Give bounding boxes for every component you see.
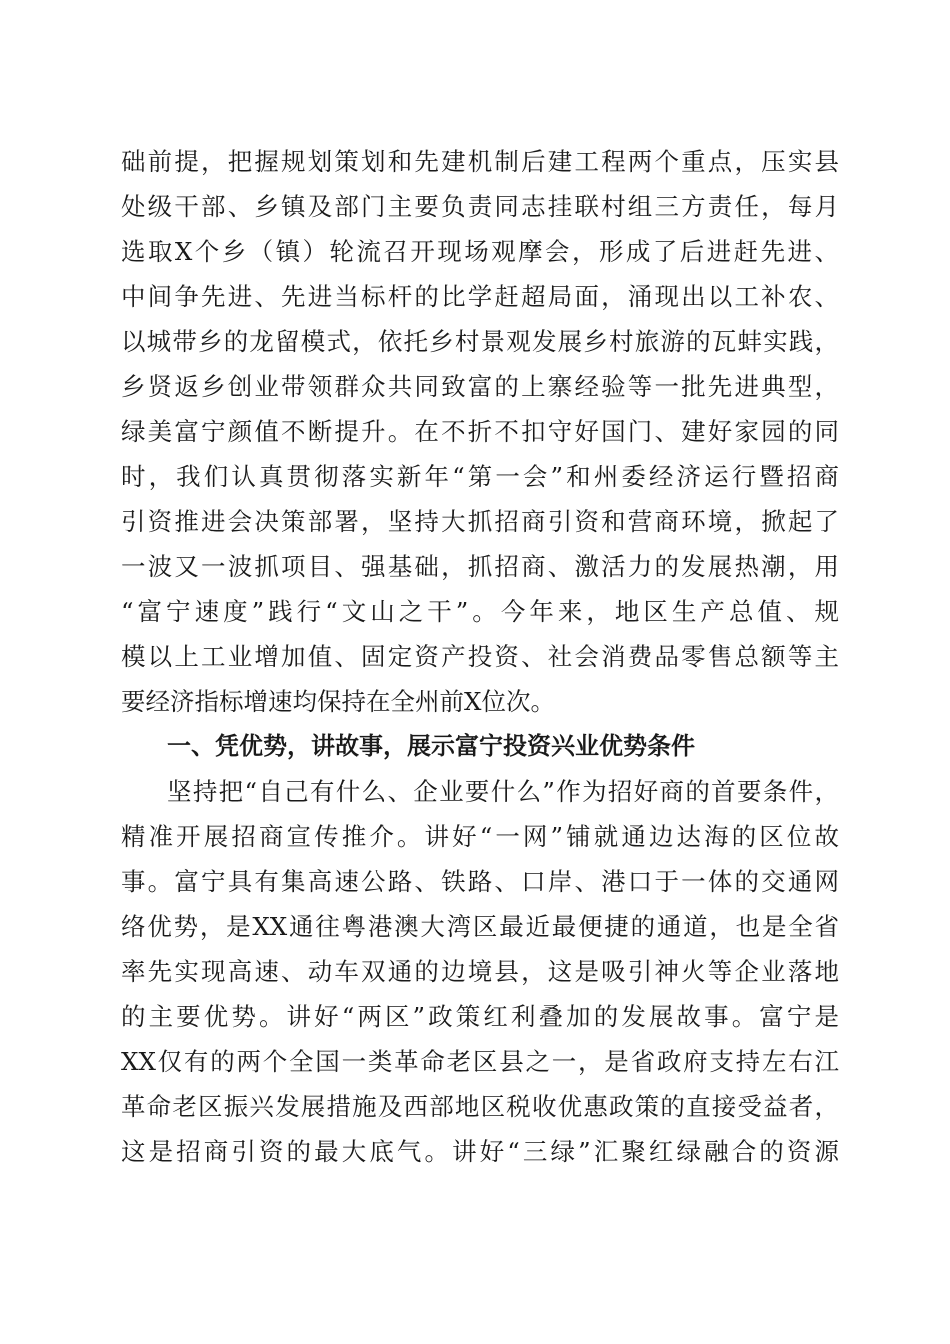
paragraph-line: 选取X个乡（镇）轮流召开现场观摩会，形成了后进赶先进、 [121,237,839,266]
paragraph-line: 精准开展招商宣传推介。讲好“一网”铺就通边达海的区位故 [121,822,839,851]
paragraph-line: “富宁速度”践行“文山之干”。今年来，地区生产总值、规 [121,597,839,626]
paragraph-line: 革命老区振兴发展措施及西部地区税收优惠政策的直接受益者， [121,1092,839,1121]
paragraph-line: 事。富宁具有集高速公路、铁路、口岸、港口于一体的交通网 [121,867,839,896]
section-heading: 一、凭优势，讲故事，展示富宁投资兴业优势条件 [167,732,695,760]
paragraph-line: 时，我们认真贯彻落实新年“第一会”和州委经济运行暨招商 [121,462,839,491]
paragraph-line: 一波又一波抓项目、强基础，抓招商、激活力的发展热潮，用 [121,552,839,581]
paragraph-line: 以城带乡的龙留模式，依托乡村景观发展乡村旅游的瓦蚌实践， [121,327,839,356]
paragraph-line: 的主要优势。讲好“两区”政策红利叠加的发展故事。富宁是 [121,1002,839,1031]
paragraph-line: 础前提，把握规划策划和先建机制后建工程两个重点，压实县 [121,147,839,176]
paragraph-line: 处级干部、乡镇及部门主要负责同志挂联村组三方责任，每月 [121,192,839,221]
document-body [121,139,839,1174]
paragraph-line: 乡贤返乡创业带领群众共同致富的上寨经验等一批先进典型， [121,372,839,401]
paragraph-line: 绿美富宁颜值不断提升。在不折不扣守好国门、建好家园的同 [121,417,839,446]
paragraph-line: 率先实现高速、动车双通的边境县，这是吸引神火等企业落地 [121,957,839,986]
paragraph-line: 坚持把“自己有什么、企业要什么”作为招好商的首要条件， [167,777,839,806]
paragraph-line: 引资推进会决策部署，坚持大抓招商引资和营商环境，掀起了 [121,507,839,536]
paragraph-2 [121,769,839,1174]
paragraph-line: 模以上工业增加值、固定资产投资、社会消费品零售总额等主 [121,642,839,671]
paragraph-line: XX仅有的两个全国一类革命老区县之一，是省政府支持左右江 [121,1047,839,1076]
paragraph-line: 中间争先进、先进当标杆的比学赶超局面，涌现出以工补农、 [121,282,839,311]
paragraph-line: 络优势，是XX通往粤港澳大湾区最近最便捷的通道，也是全省 [121,912,839,941]
paragraph-line: 这是招商引资的最大底气。讲好“三绿”汇聚红绿融合的资源 [121,1137,839,1166]
paragraph-line: 要经济指标增速均保持在全州前X位次。 [121,687,555,716]
paragraph-1 [121,139,839,724]
